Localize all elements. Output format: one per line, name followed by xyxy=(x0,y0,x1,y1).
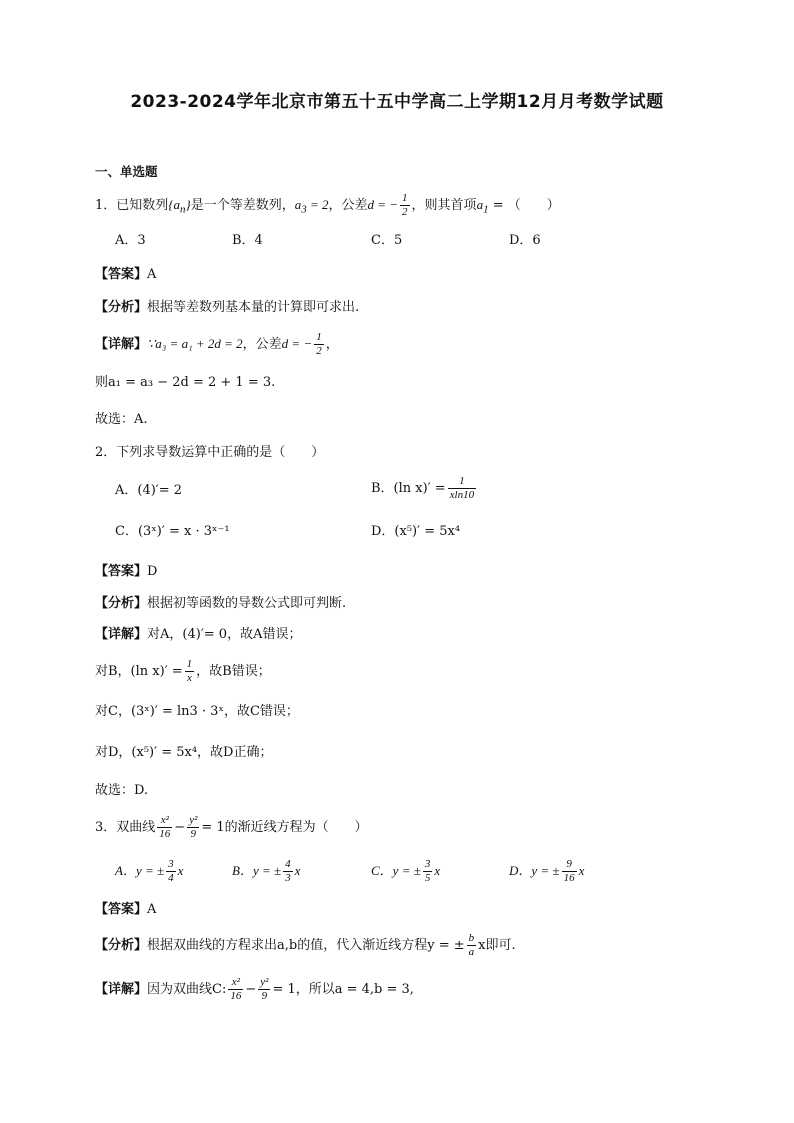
q1-option-d: D．6 xyxy=(509,233,541,248)
question-1-stem: 1．已知数列$\{a_n\}$是一个等差数列，$a_3 = 2$，公差d = − $\frac{1}{2}$ ，则其首项$a_1$ = （ ） xyxy=(95,192,560,218)
q2-option-b: B．(ln x)′ = $\frac{1}{xln10}$ xyxy=(371,475,475,501)
q3-option-c: C．y = ± $\frac{3}{5}$ x xyxy=(371,858,441,884)
q3-option-b: B．y = ± $\frac{4}{3}$ x xyxy=(232,858,301,884)
q1-answer: 【答案】A xyxy=(95,267,157,282)
q2-option-d: D．(x⁵)′ = 5x⁴ xyxy=(371,524,461,539)
q2-detail-c: 对C，(3ˣ)′ = ln3 · 3ˣ，故C错误； xyxy=(95,704,299,719)
q3-answer: 【答案】A xyxy=(95,902,157,917)
q3-analysis: 【分析】根据双曲线的方程求出a,b的值，代入渐近线方程y = ± $\frac{b}{a}$ x即可. xyxy=(95,932,516,958)
q2-detail-d: 对D，(x⁵)′ = 5x⁴，故D正确； xyxy=(95,745,273,760)
q2-answer: 【答案】D xyxy=(95,564,158,579)
q2-choose: 故选：D. xyxy=(95,783,149,798)
question-2-stem: 2．下列求导数运算中正确的是（ ） xyxy=(95,445,325,460)
q2-analysis: 【分析】根据初等函数的导数公式即可判断. xyxy=(95,596,347,611)
q1-option-b: B．4 xyxy=(232,233,263,248)
q3-option-d: D．y = ± $\frac{9}{16}$ x xyxy=(509,858,585,884)
q2-detail: 【详解】对A，(4)′= 0，故A错误； xyxy=(95,627,302,642)
q1-choose: 故选：A. xyxy=(95,412,148,427)
q1-analysis: 【分析】根据等差数列基本量的计算即可求出. xyxy=(95,300,360,315)
q1-option-c: C．5 xyxy=(371,233,403,248)
q1-detail: 【详解】∵a₃ = a₁ + 2d = 2，公差d = − $\frac{1}{2}$ ， xyxy=(95,331,339,357)
q3-option-a: A．y = ± $\frac{3}{4}$ x xyxy=(115,858,184,884)
q1-detail-step: 则a₁ = a₃ − 2d = 2 + 1 = 3. xyxy=(95,375,276,390)
document-title: 2023-2024学年北京市第五十五中学高二上学期12月月考数学试题 xyxy=(130,92,664,112)
section-heading: 一、单选题 xyxy=(95,164,158,179)
question-3-stem: 3．双曲线 $\frac{\text{x²}}{16}$ − $\frac{\text{y²}}{9}$ = 1的渐近线方程为（ ） xyxy=(95,814,368,840)
q1-option-a: A．3 xyxy=(115,233,146,248)
q2-option-c: C．(3ˣ)′ = x · 3ˣ⁻¹ xyxy=(115,524,230,539)
q2-option-a: A．(4)′= 2 xyxy=(115,483,183,498)
q2-detail-b: 对B，(ln x)′ = $\frac{1}{x}$ ，故B错误； xyxy=(95,658,271,684)
q3-detail: 【详解】因为双曲线C: $\frac{\text{x²}}{16}$ − $\frac{\text{y²}}{9}$ = 1，所以a = 4,b = 3, xyxy=(95,976,414,1002)
